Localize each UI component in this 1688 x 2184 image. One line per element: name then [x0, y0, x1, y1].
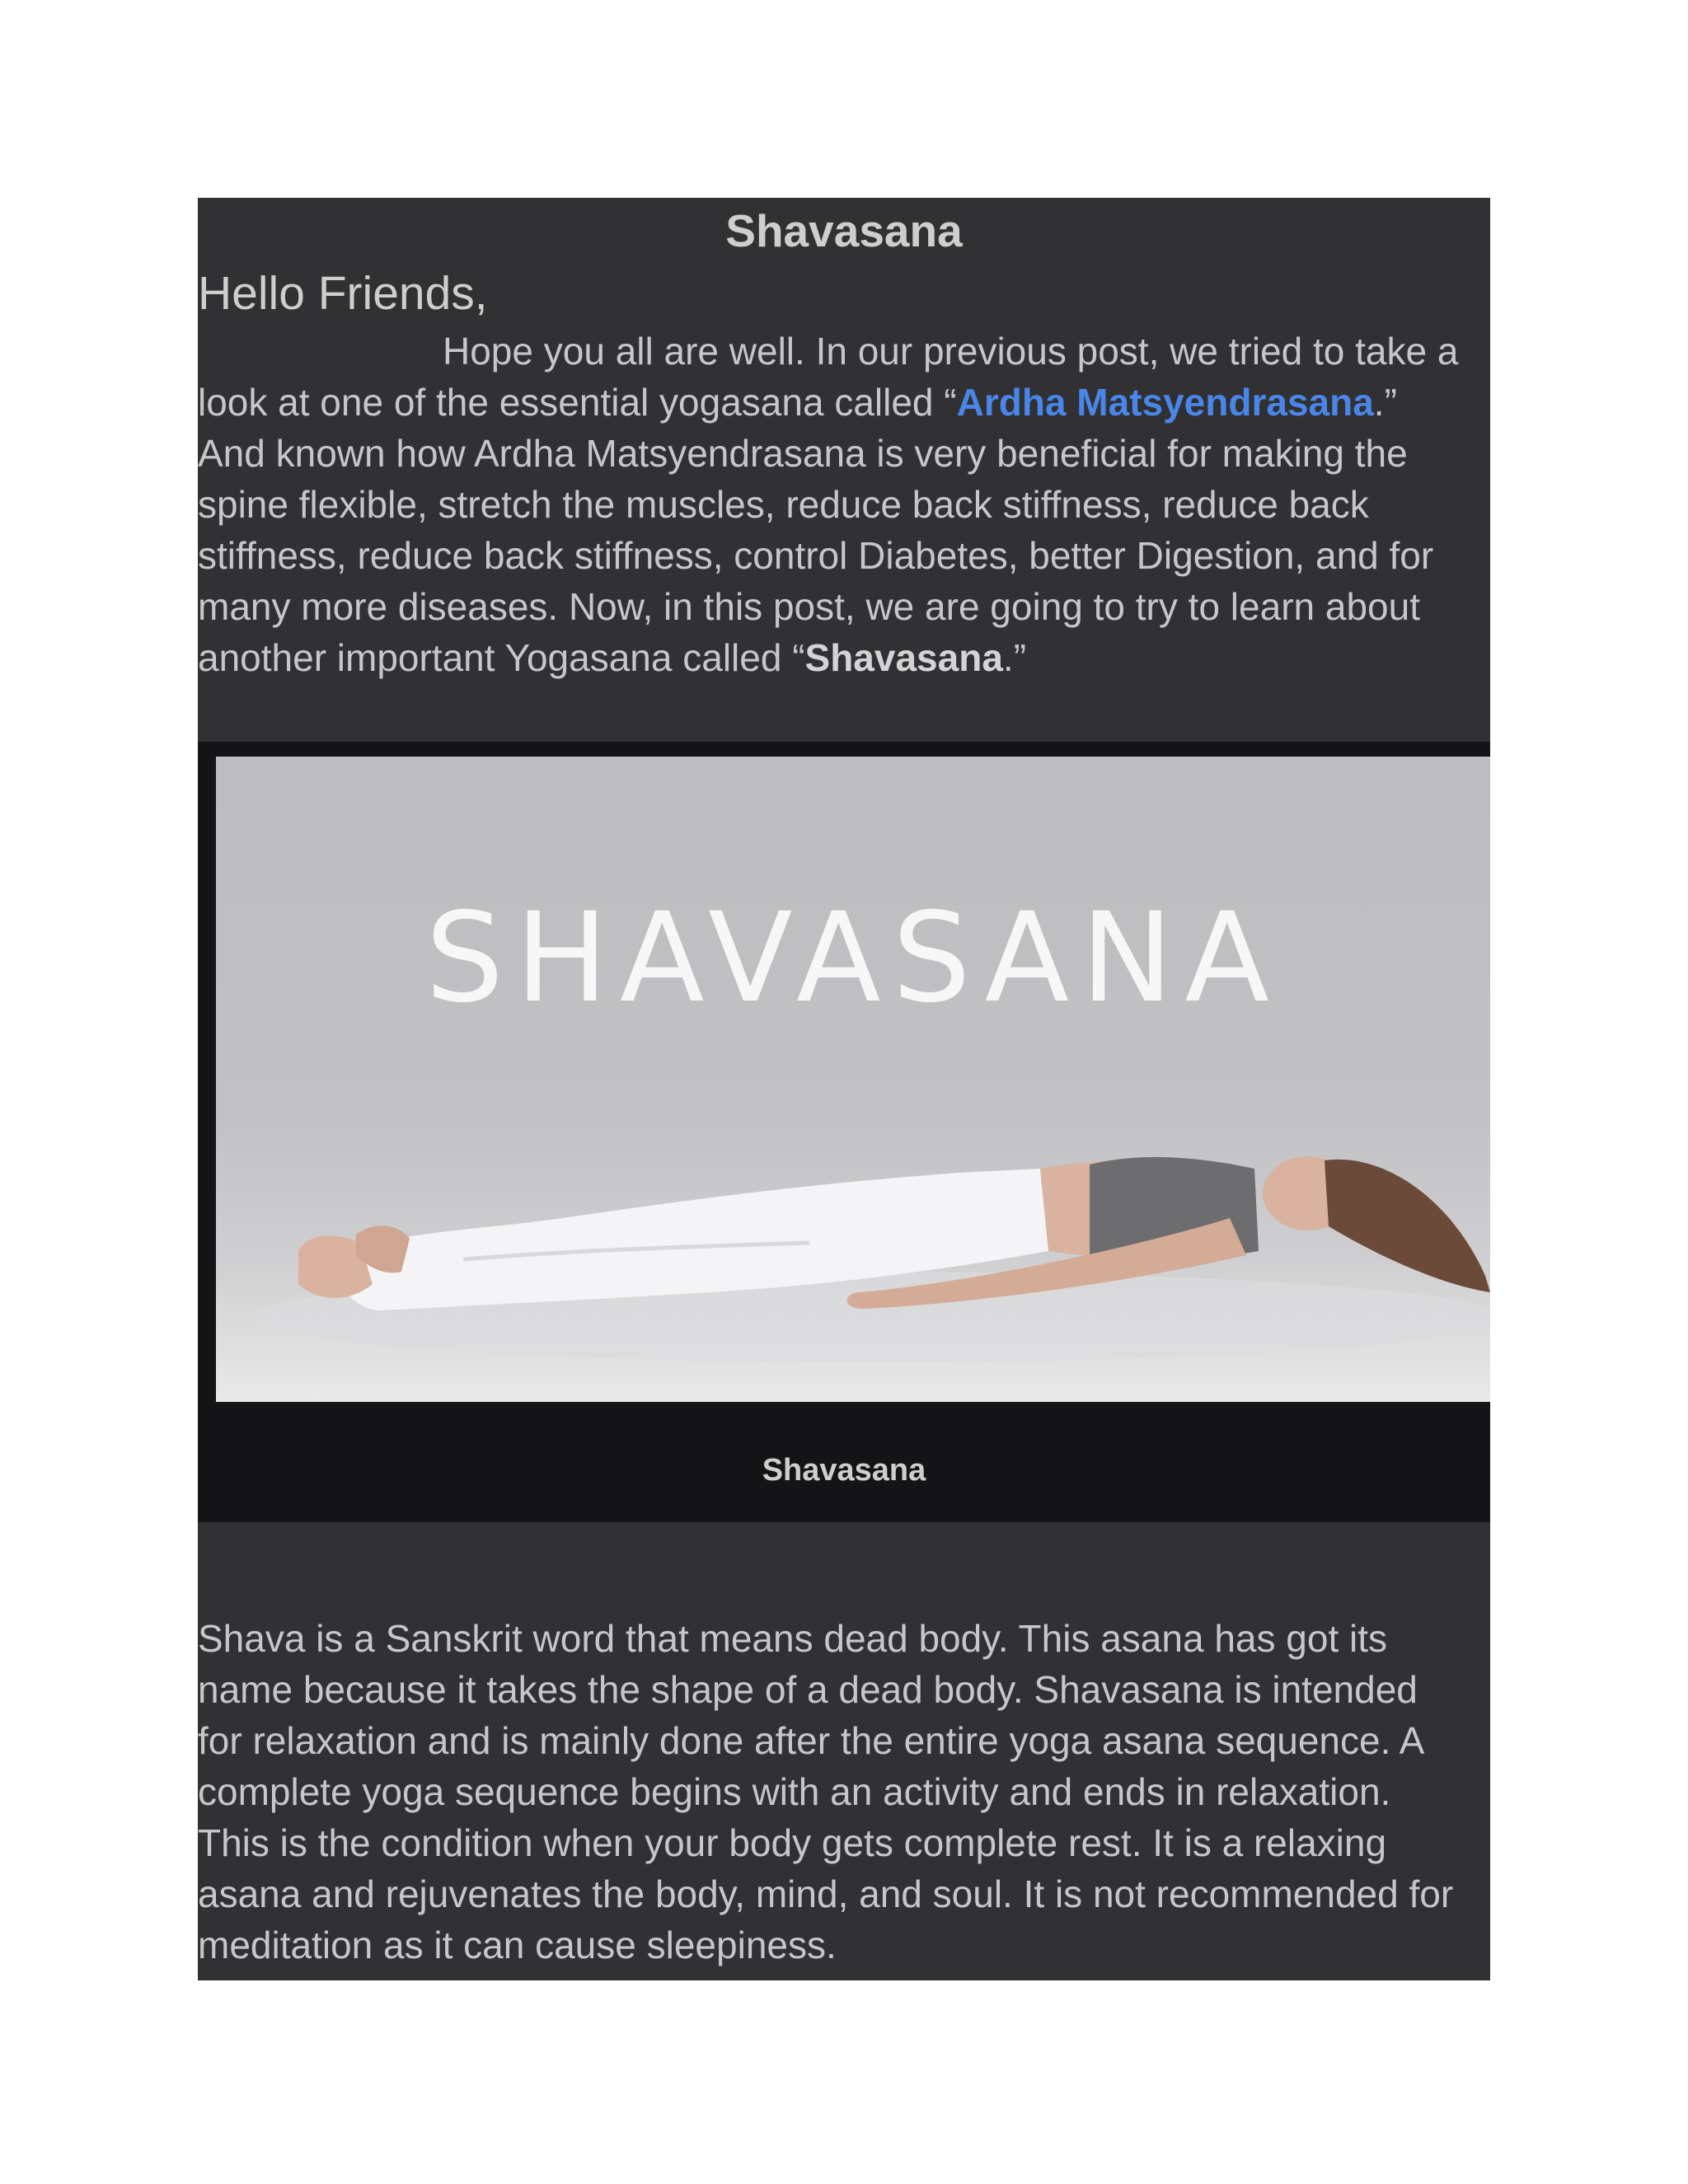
- article-panel: [198, 198, 1490, 1980]
- body-line: This is the condition when your body gets complete rest. It is a relaxing: [198, 1821, 1387, 1864]
- shavasana-emphasis: Shavasana: [804, 636, 1003, 679]
- intro-text: .”: [1002, 636, 1027, 679]
- greeting: Hello Friends,: [198, 267, 488, 320]
- body-paragraph: [198, 1613, 1490, 1971]
- page-title: Shavasana: [725, 205, 963, 256]
- intro-text: look at one of the essential yogasana called “: [198, 381, 957, 424]
- photo-title-text: SHAVASANA: [424, 887, 1282, 1030]
- body-line: asana and rejuvenates the body, mind, and soul. It is not recommended for: [198, 1872, 1454, 1915]
- body-line: meditation as it can cause sleepiness.: [198, 1924, 837, 1966]
- intro-text: .”: [1373, 381, 1397, 424]
- intro-paragraph: [198, 326, 1490, 683]
- intro-line: [198, 632, 1490, 683]
- body-line: complete yoga sequence begins with an activity and ends in relaxation.: [198, 1770, 1391, 1813]
- shavasana-photo: [216, 757, 1490, 1402]
- image-figure: [198, 742, 1490, 1522]
- intro-text: another important Yogasana called “: [198, 636, 805, 679]
- figure-caption: Shavasana: [762, 1453, 926, 1488]
- intro-line: And known how Ardha Matsyendrasana is very beneficial for making the: [198, 432, 1408, 475]
- hair: [1325, 1160, 1490, 1292]
- intro-line: spine flexible, stretch the muscles, reduce back stiffness, reduce back: [198, 483, 1369, 526]
- ardha-matsyendrasana-link[interactable]: Ardha Matsyendrasana: [956, 381, 1374, 424]
- body-line: for relaxation and is mainly done after the entire yoga asana sequence. A: [198, 1719, 1425, 1762]
- body-line: name because it takes the shape of a dead body. Shavasana is intended: [198, 1668, 1418, 1711]
- reclining-woman-illustration: [216, 757, 1490, 1402]
- intro-line: many more diseases. Now, in this post, we are going to try to learn about: [198, 585, 1420, 628]
- intro-line: [198, 377, 1490, 428]
- intro-text: Hope you all are well. In our previous post, we tried to take a: [443, 330, 1459, 373]
- body-line: Shava is a Sanskrit word that means dead body. This asana has got its: [198, 1617, 1388, 1660]
- intro-line: [198, 326, 1490, 377]
- intro-line: stiffness, reduce back stiffness, control Diabetes, better Digestion, and for: [198, 534, 1434, 577]
